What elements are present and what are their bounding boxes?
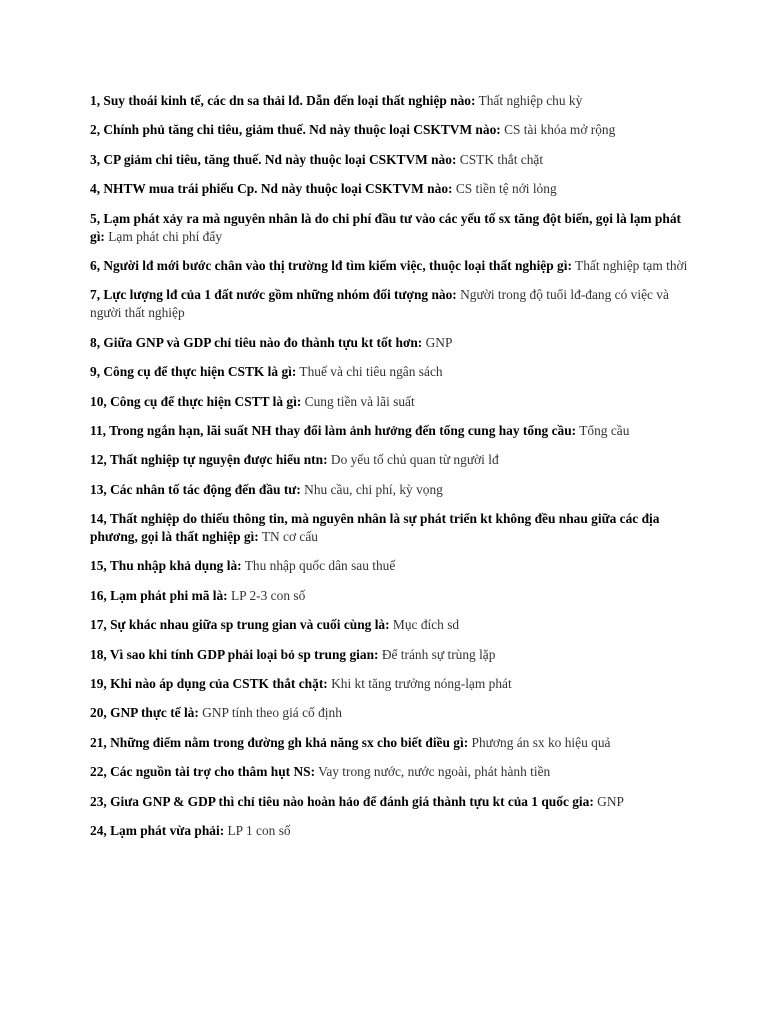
qa-item [90, 616, 690, 634]
question-text: 21, Những điểm nằm trong đường gh khả năng sx cho biết điều gì: [90, 734, 469, 750]
answer-text: Khi kt tăng trưởng nóng-lạm phát [327, 676, 512, 692]
qa-item [90, 481, 690, 499]
qa-item [90, 393, 690, 411]
question-text: 18, Vì sao khi tính GDP phải loại bỏ sp trung gian: [90, 646, 379, 662]
question-text: 17, Sự khác nhau giữa sp trung gian và cuối cùng là: [90, 617, 390, 633]
qa-list [90, 92, 690, 851]
answer-text: GNP tính theo giá cố định [198, 705, 342, 721]
answer-text: Người trong độ tuổi lđ-đang có việc và người thất nghiệp [90, 287, 669, 321]
qa-item [90, 151, 690, 169]
answer-text: Thất nghiệp tạm thời [571, 257, 688, 273]
qa-item [90, 286, 690, 322]
question-text: 11, Trong ngắn hạn, lãi suất NH thay đổi làm ảnh hưởng đến tổng cung hay tổng cầu: [90, 422, 577, 438]
qa-item [90, 363, 690, 381]
question-text: 15, Thu nhập khả dụng là: [90, 558, 242, 574]
answer-text: Thất nghiệp chu kỳ [475, 93, 583, 108]
qa-item [90, 257, 690, 275]
answer-text: Thuế và chi tiêu ngân sách [296, 364, 443, 380]
qa-item [90, 646, 690, 664]
qa-item [90, 587, 690, 605]
question-text: 6, Người lđ mới bước chân vào thị trường lđ tìm kiếm việc, thuộc loại thất nghiệp gì: [90, 257, 572, 273]
qa-item [90, 422, 690, 440]
question-text: 10, Công cụ để thực hiện CSTT là gì: [90, 393, 302, 409]
answer-text: Mục đích sd [389, 617, 460, 633]
question-text: 5, Lạm phát xảy ra mà nguyên nhân là do chi phí đầu tư vào các yếu tố sx tăng đột biến, gọi là lạm phát gì: [90, 210, 681, 244]
question-text: 16, Lạm phát phi mã là: [90, 587, 228, 603]
answer-text: Thu nhập quốc dân sau thuế [241, 558, 396, 574]
qa-item [90, 675, 690, 693]
qa-item [90, 822, 690, 840]
answer-text: Tổng cầu [576, 422, 630, 438]
question-text: 4, NHTW mua trái phiếu Cp. Nd này thuộc loại CSKTVM nào: [90, 181, 453, 197]
answer-text: LP 2-3 con số [227, 587, 306, 603]
answer-text: Nhu cầu, chi phí, kỳ vọng [300, 481, 443, 497]
answer-text: Vay trong nước, nước ngoài, phát hành tiền [315, 764, 551, 780]
question-text: 19, Khi nào áp dụng của CSTK thắt chặt: [90, 676, 328, 692]
answer-text: Để tránh sự trùng lặp [378, 646, 496, 662]
qa-item [90, 510, 690, 546]
answer-text: Lạm phát chi phí đẩy [104, 228, 223, 244]
qa-item [90, 557, 690, 575]
qa-item [90, 210, 690, 246]
qa-item [90, 763, 690, 781]
qa-item [90, 121, 690, 139]
question-text: 7, Lực lượng lđ của 1 đất nước gồm những nhóm đối tượng nào: [90, 287, 457, 303]
question-text: 23, Giưa GNP & GDP thì chỉ tiêu nào hoàn hảo để đánh giá thành tựu kt của 1 quốc gia: [90, 793, 594, 809]
question-text: 13, Các nhân tố tác động đến đầu tư: [90, 481, 301, 497]
question-text: 22, Các nguồn tài trợ cho thâm hụt NS: [90, 764, 316, 780]
question-text: 3, CP giảm chi tiêu, tăng thuế. Nd này thuộc loại CSKTVM nào: [90, 151, 457, 167]
question-text: 8, Giữa GNP và GDP chỉ tiêu nào đo thành tựu kt tốt hơn: [90, 334, 423, 350]
qa-item [90, 704, 690, 722]
question-text: 24, Lạm phát vừa phải: [90, 822, 225, 838]
question-text: 12, Thất nghiệp tự nguyện được hiểu ntn: [90, 452, 328, 468]
answer-text: TN cơ cấu [258, 529, 319, 545]
answer-text: CS tài khóa mở rộng [500, 122, 616, 138]
answer-text: Do yếu tố chủ quan từ người lđ [327, 452, 499, 468]
answer-text: CSTK thắt chặt [456, 151, 544, 167]
qa-item [90, 451, 690, 469]
question-text: 9, Công cụ để thực hiện CSTK là gì: [90, 364, 297, 380]
answer-text: GNP [422, 334, 453, 350]
qa-item [90, 734, 690, 752]
answer-text: CS tiền tệ nới lỏng [452, 181, 557, 197]
qa-item [90, 793, 690, 811]
question-text: 1, Suy thoái kinh tế, các dn sa thải lđ. Dẫn đến loại thất nghiệp nào: [90, 93, 476, 108]
answer-text: LP 1 con số [224, 822, 291, 838]
answer-text: GNP [593, 793, 624, 809]
answer-text: Cung tiền và lãi suất [301, 393, 415, 409]
question-text: 20, GNP thực tế là: [90, 705, 199, 721]
question-text: 2, Chính phủ tăng chi tiêu, giảm thuế. Nd này thuộc loại CSKTVM nào: [90, 122, 501, 138]
qa-item [90, 334, 690, 352]
qa-item [90, 180, 690, 198]
qa-item [90, 92, 690, 110]
question-text: 14, Thất nghiệp do thiếu thông tin, mà nguyên nhân là sự phát triển kt không đều nhau giữa các địa phương, gọi là thất nghiệp gì: [90, 511, 660, 545]
answer-text: Phương án sx ko hiệu quả [468, 734, 611, 750]
